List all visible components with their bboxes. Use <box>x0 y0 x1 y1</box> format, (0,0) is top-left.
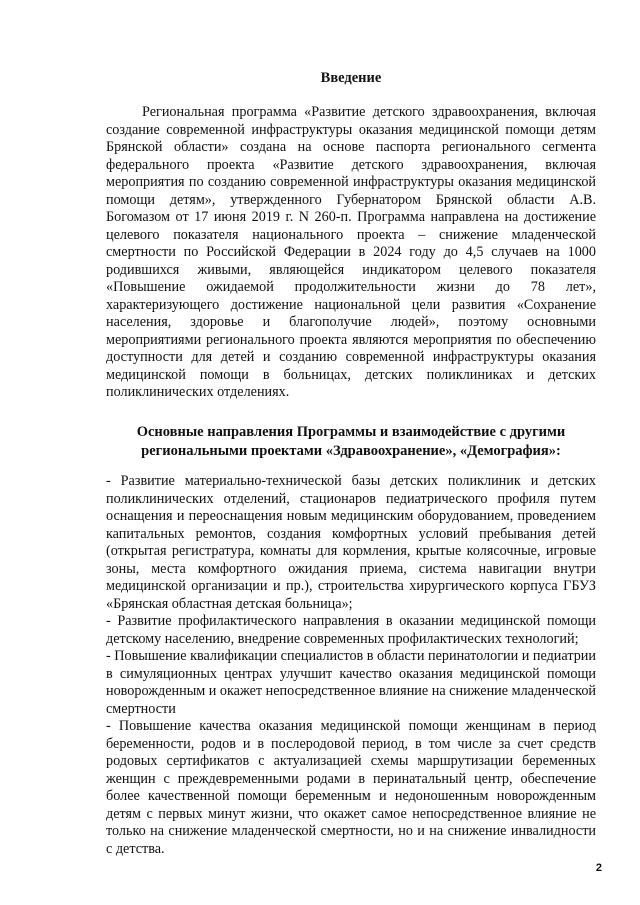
intro-heading: Введение <box>320 70 382 86</box>
intro-paragraph: Региональная программа «Развитие детского здравоохранения, включая создание современной инфраструктуры оказания медицинской помощи детям Брянской области» создана на основе паспорта регионального сегмента федерального проекта «Развитие детского здравоохранения, включая мероприятия по созданию современной инфраструктуры оказания медицинской помощи детям», утвержденного Губернатором Брянской области А.В. Богомазом от 17 июня 2019 г. N 260-п. Программа направлена на достижение целевого показателя национального проекта – снижение младенческой смертности по Российской Федерации в 2024 году до 4,5 случаев на 1000 родившихся живыми, являющейся индикатором целевого показателя «Повышение ожидаемой продолжительности жизни до 78 лет», характеризующего достижение национальной цели развития «Сохранение населения, здоровье и благополучие людей», поэтому основными мероприятиями регионального проекта являются мероприятия по обеспечению доступности для детей и созданию современной инфраструктуры оказания медицинской помощи в больницах, детских поликлиниках и детских поликлинических отделениях. <box>106 104 596 400</box>
list-item: - Повышение квалификации специалистов в области перинатологии и педиатрии в симуляционных центрах улучшит качество оказания медицинской помощи новорожденным и окажет непосредственное влияние на снижение младенческой смертности <box>106 648 597 717</box>
directions-heading: Основные направления Программы и взаимодействие с другими региональными проектами «Здравоохранение», «Демография»: <box>136 424 566 459</box>
list-item: - Развитие профилактического направления в оказании медицинской помощи детскому населению, внедрение современных профилактических технологий; <box>106 613 596 647</box>
directions-list <box>106 473 596 858</box>
list-item: - Развитие материально-технической базы детских поликлиник и детских поликлинических отделений, стационаров педиатрического профиля путем оснащения и переоснащения новым медицинским оборудованием, проведением капитальных ремонтов, создания комфортных условий пребывания детей (открытая регистратура, комнаты для кормления, крытые колясочные, игровые зоны, места комфортного ожидания приема, система навигации внутри медицинской организации и пр.), строительства хирургического корпуса ГБУЗ «Брянская областная детская больница»; <box>106 473 596 612</box>
page-number: 2 <box>595 862 602 874</box>
list-item: - Повышение качества оказания медицинской помощи женщинам в период беременности, родов и в послеродовой период, в том числе за счет средств родовых сертификатов с актуализацией схемы маршрутизации беременных женщин с преждевременными родами в перинатальный центр, обеспечение более качественной помощи беременным и недоношенным новорожденным детям с первых минут жизни, что окажет самое непосредственное влияние не только на снижение младенческой смертности, но и на снижение инвалидности с детства. <box>106 718 596 857</box>
